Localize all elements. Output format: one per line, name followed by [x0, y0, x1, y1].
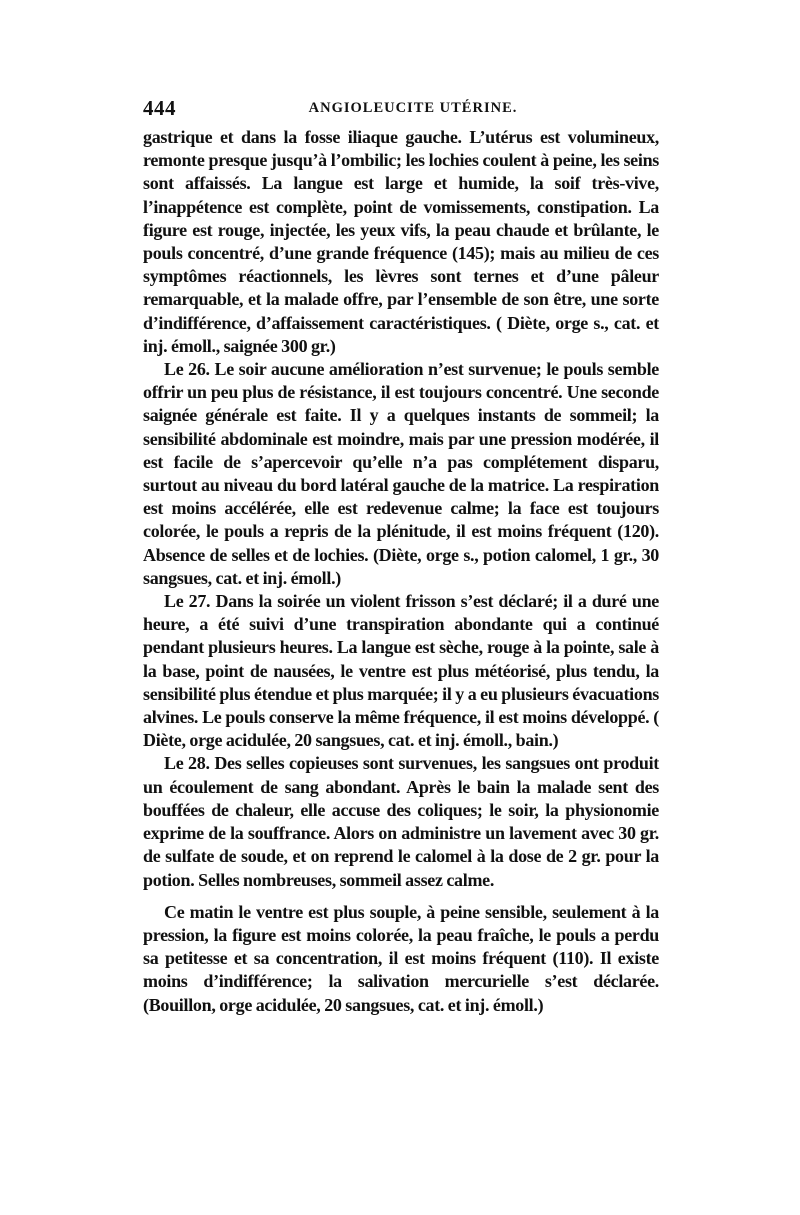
body-text: [143, 126, 659, 1017]
page-number: 444: [143, 96, 176, 120]
paragraph-continuation: gastrique et dans la fosse iliaque gauche. L’utérus est volumineux, remonte presque jusqu’à l’ombilic; les lochies coulent à peine, les seins sont affaissés. La langue est large et humide, la soif très-vive, l’inappétence est complète, point de vomissements, constipation. La figure est rouge, injectée, les yeux vifs, la peau chaude et brûlante, le pouls concentré, d’une grande fréquence (145); mais au milieu de ces symptômes réactionnels, les lèvres sont ternes et d’une pâleur remarquable, et la malade offre, par l’ensemble de son être, une sorte d’indifférence, d’affaissement caractéristiques. ( Diète, orge s., cat. et inj. émoll., saignée 300 gr.): [143, 127, 659, 356]
paragraph-day-28: Le 28. Des selles copieuses sont survenues, les sangsues ont produit un écoulement de sang abondant. Après le bain la malade sent des bouffées de chaleur, elle accuse des coliques; le soir, la physionomie exprime de la souffrance. Alors on administre un lavement avec 30 gr. de sulfate de soude, et on reprend le calomel à la dose de 2 gr. pour la potion. Selles nombreuses, sommeil assez calme.: [143, 753, 659, 890]
running-title: ANGIOLEUCITE UTÉRINE.: [308, 100, 518, 116]
book-page: [143, 92, 659, 1017]
running-head: [143, 92, 659, 126]
paragraph-morning: Ce matin le ventre est plus souple, à peine sensible, seulement à la pression, la figure est moins colorée, la peau fraîche, le pouls a perdu sa petitesse et sa concentration, il est moins fréquent (110). Il existe moins d’indifférence; la salivation mercurielle s’est déclarée. (Bouillon, orge acidulée, 20 sangsues, cat. et inj. émoll.): [143, 901, 659, 1015]
paragraph-day-26: Le 26. Le soir aucune amélioration n’est survenue; le pouls semble offrir un peu plus de résistance, il est toujours concentré. Une seconde saignée générale est faite. Il y a quelques instants de sommeil; la sensibilité abdominale est moindre, mais par une pression modérée, il est facile de s’apercevoir qu’elle n’a pas complétement disparu, surtout au niveau du bord latéral gauche de la matrice. La respiration est moins accélérée, elle est redevenue calme; la face est toujours colorée, le pouls a repris de la plénitude, il est moins fréquent (120). Absence de selles et de lochies. (Diète, orge s., potion calomel, 1 gr., 30 sangsues, cat. et inj. émoll.): [143, 359, 659, 588]
paragraph-day-27: Le 27. Dans la soirée un violent frisson s’est déclaré; il a duré une heure, a été suivi d’une transpiration abondante qui a continué pendant plusieurs heures. La langue est sèche, rouge à la pointe, sale à la base, point de nausées, le ventre est plus météorisé, plus tendu, la sensibilité plus étendue et plus marquée; il y a eu plusieurs évacuations alvines. Le pouls conserve la même fréquence, il est moins développé. ( Diète, orge acidulée, 20 sangsues, cat. et inj. émoll., bain.): [143, 591, 659, 751]
